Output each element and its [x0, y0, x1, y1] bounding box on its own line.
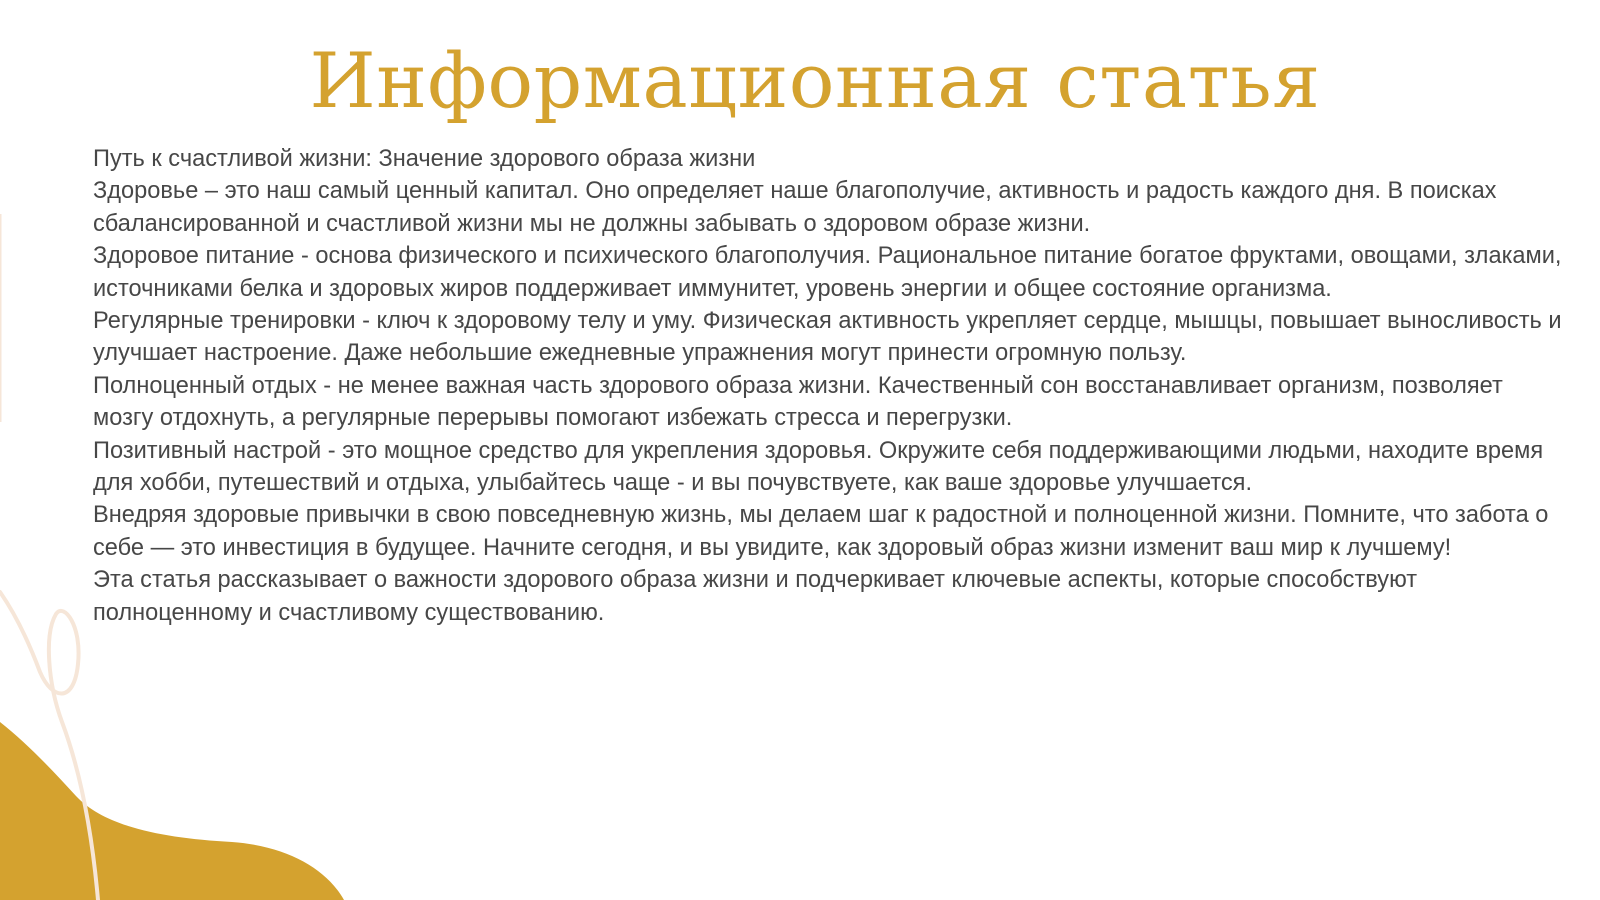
- paragraph-nutrition: Здоровое питание - основа физического и психического благополучия. Рациональное питание богатое фруктами, овощами, злаками, источниками белка и здоровых жиров поддерживает иммунитет, уровень энергии и общее состояние организма.: [93, 243, 1562, 302]
- paragraph-intro: Здоровье – это наш самый ценный капитал. Оно определяет наше благополучие, активность и радость каждого дня. В поисках сбалансированной и счастливой жизни мы не должны забывать о здоровом образе жизни.: [93, 178, 1497, 237]
- paragraph-habits: Внедряя здоровые привычки в свою повседневную жизнь, мы делаем шаг к радостной и полноценной жизни. Помните, что забота о себе — это инвестиция в будущее. Начните сегодня, и вы увидите, как здоровый образ жизни изменит ваш мир к лучшему!: [93, 502, 1549, 561]
- article-body: [93, 143, 1563, 629]
- decor-gold-blob: [0, 722, 344, 900]
- page-title: Информационная статья: [309, 36, 1321, 125]
- decor-line-swirl: [0, 592, 98, 900]
- paragraph-rest: Полноценный отдых - не менее важная часть здорового образа жизни. Качественный сон восстанавливает организм, позволяет мозгу отдохнуть, а регулярные перерывы помогают избежать стресса и перегрузки.: [93, 372, 1503, 432]
- paragraph-positive-mood: Позитивный настрой - это мощное средство для укрепления здоровья. Окружите себя поддерживающими людьми, находите время для хобби, путешествий и отдыха, улыбайтесь чаще - и вы почувствуете, как ваше здоровье улучшается.: [93, 437, 1544, 497]
- paragraph-summary: Эта статья рассказывает о важности здорового образа жизни и подчеркивает ключевые аспекты, которые способствуют полноценному и счастливому существованию.: [93, 567, 1418, 626]
- article-heading: Путь к счастливой жизни: Значение здорового образа жизни: [93, 146, 756, 172]
- paragraph-training: Регулярные тренировки - ключ к здоровому телу и уму. Физическая активность укрепляет сердце, мышцы, повышает выносливость и улучшает настроение. Даже небольшие ежедневные упражнения могут принести огромную пользу.: [93, 308, 1562, 367]
